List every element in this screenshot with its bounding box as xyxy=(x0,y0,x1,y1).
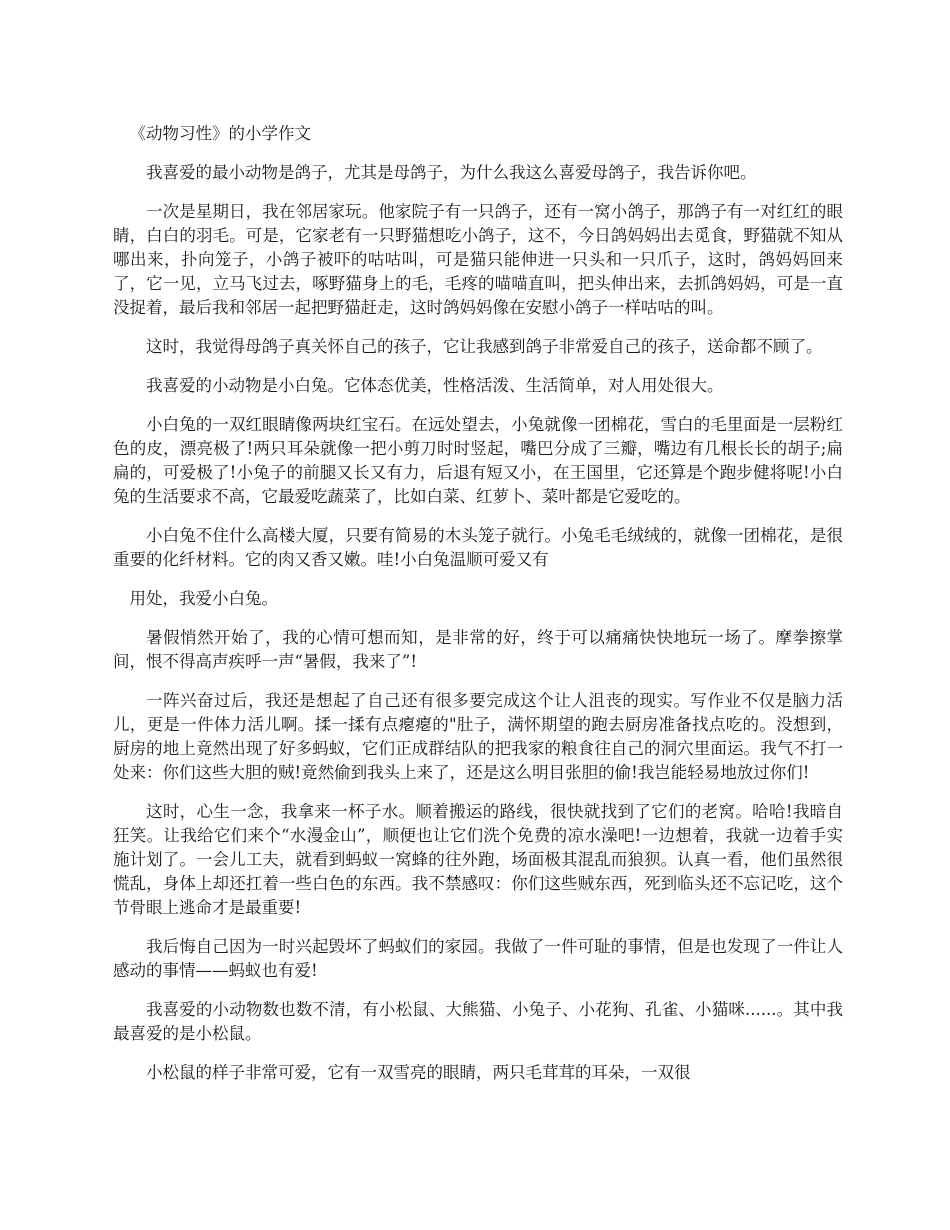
paragraph: 一阵兴奋过后，我还是想起了自己还有很多要完成这个让人沮丧的现实。写作业不仅是脑力活儿，更是一件体力活儿啊。揉一揉有点瘪瘪的"肚子，满怀期望的跑去厨房准备找点吃的。没想到，厨房的地上竟然出现了好多蚂蚁，它们正成群结队的把我家的粮食往自己的洞穴里面运。我气不打一处来：你们这些大胆的贼!竟然偷到我头上来了，还是这么明目张胆的偷!我岂能轻易地放过你们! xyxy=(113,691,843,782)
paragraph: 我喜爱的小动物数也数不清，有小松鼠、大熊猫、小兔子、小花狗、孔雀、小猫咪......。其中我最喜爱的是小松鼠。 xyxy=(113,1000,843,1043)
paragraph: 用处，我爱小白兔。 xyxy=(129,589,278,608)
paragraph: 这时，心生一念，我拿来一杯子水。顺着搬运的路线，很快就找到了它们的老窝。哈哈!我暗自狂笑。让我给它们来个“水漫金山”，顺便也让它们洗个免费的凉水澡吧!一边想着，我就一边着手实施计划了。一会儿工夫，就看到蚂蚁一窝蜂的往外跑，场面极其混乱而狼狈。认真一看，他们虽然很慌乱，身体上却还扛着一些白色的东西。我不禁感叹：你们这些贼东西，死到临头还不忘记吃，这个节骨眼上逃命才是最重要! xyxy=(113,802,843,917)
paragraph: 暑假悄然开始了，我的心情可想而知，是非常的好，终于可以痛痛快快地玩一场了。摩拳擦掌间，恨不得高声疾呼一声“暑假，我来了”! xyxy=(113,628,843,671)
paragraph: 小白兔的一双红眼睛像两块红宝石。在远处望去，小兔就像一团棉花，雪白的毛里面是一层粉红色的皮，漂亮极了!两只耳朵就像一把小剪刀时时竖起，嘴巴分成了三瓣，嘴边有几根长长的胡子;扁扁的，可爱极了!小兔子的前腿又长又有力，后退有短又小，在王国里，它还算是个跑步健将呢!小白兔的生活要求不高，它最爱吃蔬菜了，比如白菜、红萝卜、菜叶都是它爱吃的。 xyxy=(113,415,843,506)
paragraph: 这时，我觉得母鸽子真关怀自己的孩子，它让我感到鸽子非常爱自己的孩子，送命都不顾了。 xyxy=(146,337,823,356)
paragraph: 一次是星期日，我在邻居家玩。他家院子有一只鸽子，还有一窝小鸽子，那鸽子有一对红红的眼睛，白白的羽毛。可是，它家老有一只野猫想吃小鸽子，这不，今日鸽妈妈出去觅食，野猫就不知从哪出来，扑向笼子，小鸽子被吓的咕咕叫，可是猫只能伸进一只头和一只爪子，这时，鸽妈妈回来了，它一见，立马飞过去，啄野猫身上的毛，毛疼的喵喵直叫，把头伸出来，去抓鸽妈妈，可是一直没捉着，最后我和邻居一起把野猫赶走，这时鸽妈妈像在安慰小鸽子一样咕咕的叫。 xyxy=(113,202,843,317)
paragraph: 我喜爱的最小动物是鸽子，尤其是母鸽子，为什么我这么喜爱母鸽子，我告诉你吧。 xyxy=(146,163,757,182)
paragraph: 小松鼠的样子非常可爱，它有一双雪亮的眼睛，两只毛茸茸的耳朵，一双很 xyxy=(146,1063,691,1082)
paragraph: 我喜爱的小动物是小白兔。它体态优美，性格活泼、生活简单，对人用处很大。 xyxy=(146,376,724,395)
paragraph: 我后悔自己因为一时兴起毁坏了蚂蚁们的家园。我做了一件可耻的事情，但是也发现了一件让人感动的事情——蚂蚁也有爱! xyxy=(113,937,843,980)
document-title: 《动物习性》的小学作文 xyxy=(129,124,311,143)
paragraph: 小白兔不住什么高楼大厦，只要有简易的木头笼子就行。小兔毛毛绒绒的，就像一团棉花，是很重要的化纤材料。它的肉又香又嫩。哇!小白兔温顺可爱又有 xyxy=(113,526,843,569)
document-page xyxy=(113,122,843,1100)
